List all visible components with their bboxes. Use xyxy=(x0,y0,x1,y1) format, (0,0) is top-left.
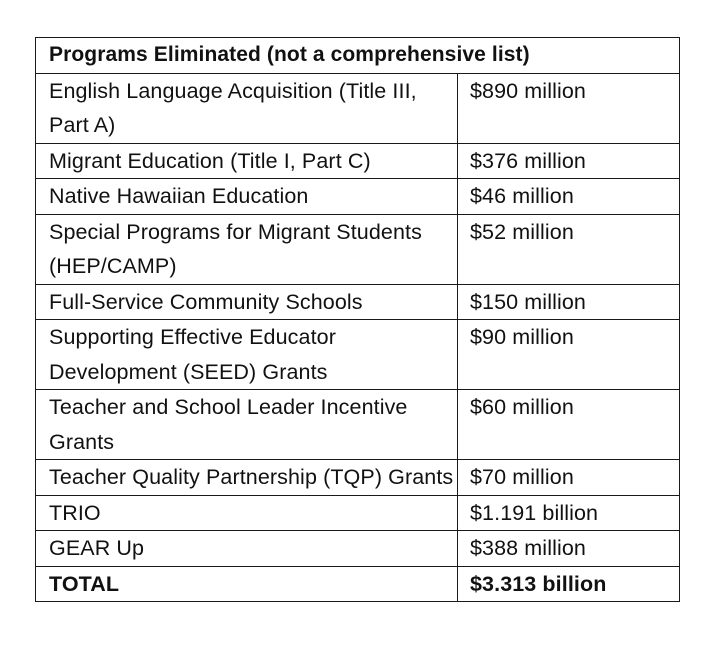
program-name: Supporting Effective Educator Development (SEED) Grants xyxy=(36,320,458,390)
table-row xyxy=(36,460,680,496)
table-row xyxy=(36,390,680,460)
program-amount: $46 million xyxy=(458,179,680,215)
program-name: English Language Acquisition (Title III, Part A) xyxy=(36,73,458,143)
table-row xyxy=(36,495,680,531)
table-row xyxy=(36,143,680,179)
program-name: TRIO xyxy=(36,495,458,531)
program-name: Special Programs for Migrant Students (HEP/CAMP) xyxy=(36,214,458,284)
program-name: Native Hawaiian Education xyxy=(36,179,458,215)
total-row xyxy=(36,566,680,602)
table-row xyxy=(36,284,680,320)
program-amount: $70 million xyxy=(458,460,680,496)
table-row xyxy=(36,73,680,143)
table-title: Programs Eliminated (not a comprehensive list) xyxy=(36,38,680,74)
total-label: TOTAL xyxy=(36,566,458,602)
programs-eliminated-table xyxy=(35,37,680,602)
table-row xyxy=(36,214,680,284)
program-amount: $388 million xyxy=(458,531,680,567)
program-name: GEAR Up xyxy=(36,531,458,567)
program-amount: $60 million xyxy=(458,390,680,460)
table-header-row xyxy=(36,38,680,74)
program-amount: $890 million xyxy=(458,73,680,143)
total-amount: $3.313 billion xyxy=(458,566,680,602)
table-row xyxy=(36,320,680,390)
table-row xyxy=(36,531,680,567)
program-name: Teacher and School Leader Incentive Grants xyxy=(36,390,458,460)
program-amount: $90 million xyxy=(458,320,680,390)
program-amount: $52 million xyxy=(458,214,680,284)
program-name: Teacher Quality Partnership (TQP) Grants xyxy=(36,460,458,496)
program-name: Migrant Education (Title I, Part C) xyxy=(36,143,458,179)
program-amount: $150 million xyxy=(458,284,680,320)
program-name: Full-Service Community Schools xyxy=(36,284,458,320)
table-row xyxy=(36,179,680,215)
program-amount: $1.191 billion xyxy=(458,495,680,531)
program-amount: $376 million xyxy=(458,143,680,179)
